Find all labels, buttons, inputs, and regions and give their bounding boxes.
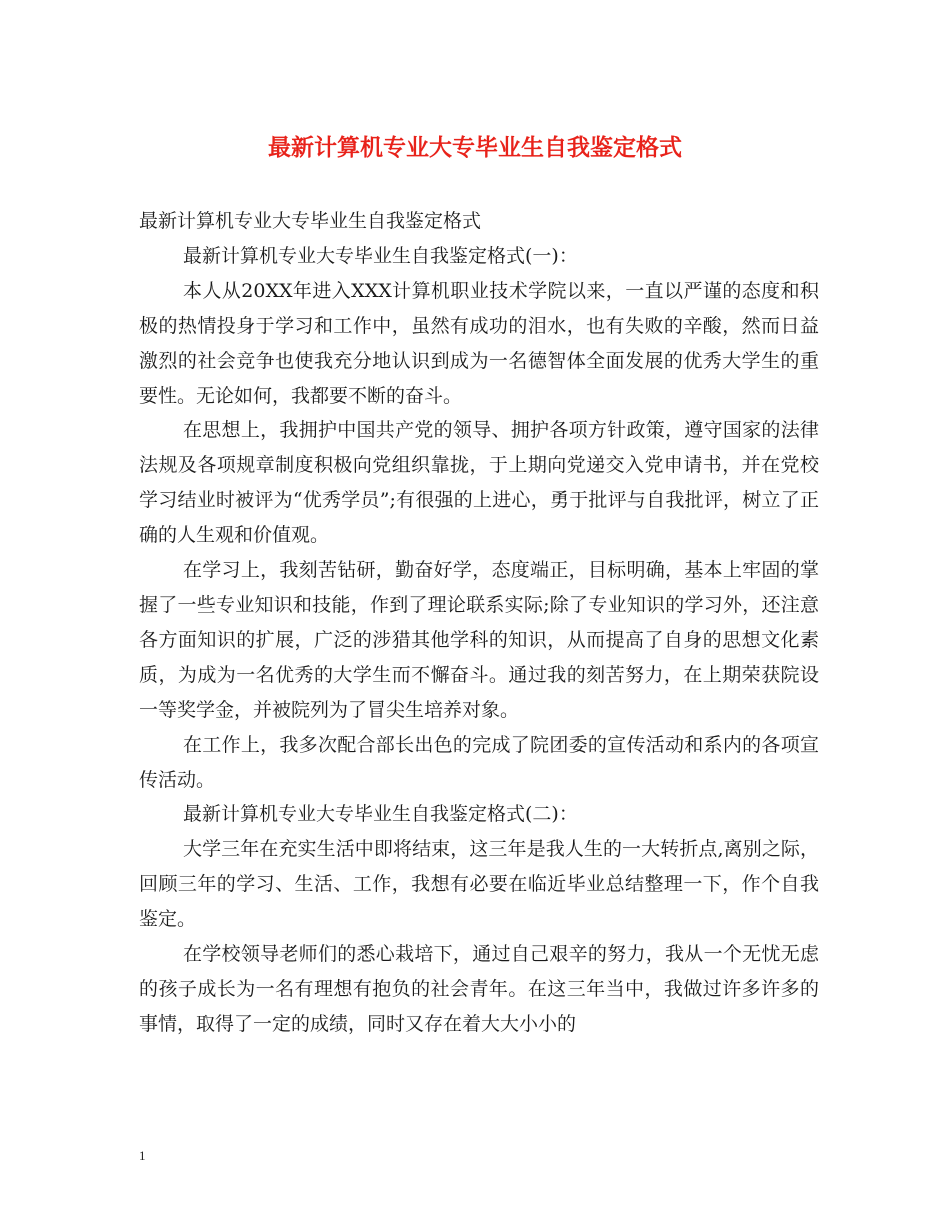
body-paragraph: 在工作上，我多次配合部长出色的完成了院团委的宣传活动和系内的各项宣传活动。 [139,733,819,791]
body-paragraph: 最新计算机专业大专毕业生自我鉴定格式 [139,210,482,232]
body-paragraph: 在思想上，我拥护中国共产党的领导、拥护各项方针政策，遵守国家的法律法规及各项规章制度积极向党组织靠拢，于上期向党递交入党申请书，并在党校学习结业时被评为“优秀学员”;有很强的上进心，勇于批评与自我批评，树立了正确的人生观和价值观。 [139,419,819,547]
body-paragraph: 本人从20XX年进入XXX计算机职业技术学院以来，一直以严谨的态度和积极的热情投身于学习和工作中，虽然有成功的泪水，也有失败的辛酸，然而日益激烈的社会竞争也使我充分地认识到成为一名德智体全面发展的优秀大学生的重要性。无论如何，我都要不断的奋斗。 [139,279,819,407]
body-paragraph: 在学校领导老师们的悉心栽培下，通过自己艰辛的努力，我从一个无忧无虑的孩子成长为一名有理想有抱负的社会青年。在这三年当中，我做过许多许多的事情，取得了一定的成绩，同时又存在着大大小小的 [139,943,819,1035]
document-body [139,204,819,1042]
page-number: 1 [139,1148,146,1163]
body-paragraph: 最新计算机专业大专毕业生自我鉴定格式(一)： [183,244,578,267]
body-paragraph: 最新计算机专业大专毕业生自我鉴定格式(二)： [183,803,578,826]
body-paragraph: 大学三年在充实生活中即将结束，这三年是我人生的一大转折点,离别之际，回顾三年的学习、生活、工作，我想有必要在临近毕业总结整理一下，作个自我鉴定。 [139,838,819,931]
body-paragraph: 在学习上，我刻苦钻研，勤奋好学，态度端正，目标明确，基本上牢固的掌握了一些专业知识和技能，作到了理论联系实际;除了专业知识的学习外，还注意各方面知识的扩展，广泛的涉猎其他学科的知识，从而提高了自身的思想文化素质，为成为一名优秀的大学生而不懈奋斗。通过我的刻苦努力，在上期荣获院设一等奖学金，并被院列为了冒尖生培养对象。 [139,559,819,721]
document-title: 最新计算机专业大专毕业生自我鉴定格式 [268,134,682,161]
